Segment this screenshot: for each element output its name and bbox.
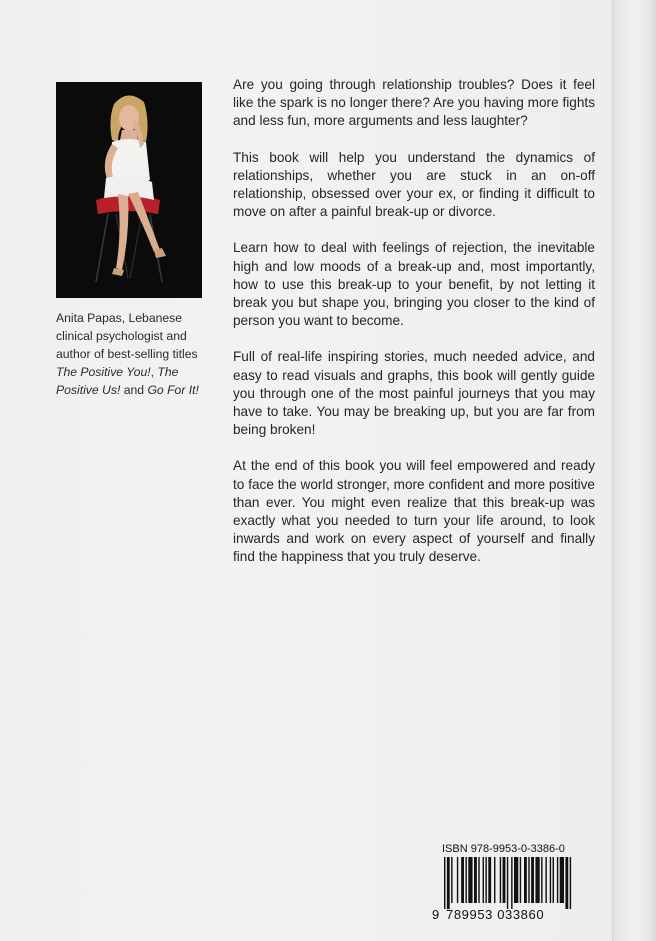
barcode-bar — [485, 857, 486, 903]
barcode-bar — [528, 857, 529, 903]
barcode-bar — [545, 857, 546, 903]
isbn-barcode — [432, 843, 580, 923]
barcode-bar — [500, 857, 501, 903]
barcode-bar — [560, 857, 564, 903]
separator: and — [120, 383, 148, 397]
barcode-bar — [494, 857, 495, 903]
isbn-label: ISBN 978-9953-0-3386-0 — [442, 843, 565, 855]
description-paragraph: This book will help you understand the dynamics of relationships, whether you are stuck in an on-off relationship, obsessed over your ex, or finding it difficult to move on after a painful break-up or divorce. — [233, 149, 595, 220]
separator: , — [150, 365, 158, 379]
barcode-bar — [541, 857, 542, 903]
barcode-bar — [474, 857, 477, 903]
barcode-bar — [451, 857, 452, 903]
ean-first-digit: 9 — [432, 907, 440, 922]
barcode-bar — [457, 857, 458, 903]
book-description — [233, 76, 595, 585]
author-photo — [56, 82, 202, 298]
barcode-bar — [478, 857, 479, 903]
author-portrait-image — [56, 82, 202, 298]
book-title: Go For It! — [147, 383, 199, 397]
description-paragraph: Are you going through relationship troubles? Does it feel like the spark is no longer there? Are you having more fights and less fun, more arguments and less laughter? — [233, 77, 595, 129]
barcode-bar — [520, 857, 521, 903]
barcode-bar — [488, 857, 491, 903]
barcode-bar — [444, 857, 445, 909]
barcode-bar — [550, 857, 551, 903]
description-paragraph: Learn how to deal with feelings of rejection, the inevitable high and low moods of a break-up and, most importantly, how to use this break-up to your benefit, by not letting it break you but shape you, bringing you closer to the kind of person you want to become. — [233, 240, 595, 329]
barcode-bar — [511, 857, 512, 909]
caption-line: clinical psychologist and — [56, 329, 187, 343]
caption-titles-line — [56, 363, 221, 381]
barcode-bar — [514, 857, 518, 903]
barcode-bar — [553, 857, 554, 903]
barcode-bar — [465, 857, 466, 903]
barcode-bar — [570, 857, 571, 909]
barcode-bar — [468, 857, 472, 903]
caption-titles-line — [56, 381, 221, 399]
barcode-bar — [524, 857, 527, 903]
book-title-part: Positive Us! — [56, 383, 121, 397]
barcode-bar — [531, 857, 534, 903]
barcode-bar — [483, 857, 484, 903]
book-title-part: The — [157, 365, 179, 379]
barcode-bar — [565, 857, 568, 909]
barcode-bar — [535, 857, 539, 903]
caption-line: author of best-selling titles — [56, 347, 198, 361]
barcode-bar — [507, 857, 508, 909]
description-paragraph: At the end of this book you will feel empowered and ready to face the world stronger, more confident and more positive than ever. You might even realize that this break-up was exactly what you needed to turn your life around, to look inwards and work on every aspect of yourself and finally find the happiness that you truly deserve. — [233, 458, 595, 565]
barcode-bar — [557, 857, 558, 903]
ean-remaining-digits: 789953 033860 — [446, 907, 545, 922]
barcode-bar — [461, 857, 464, 903]
description-paragraph: Full of real-life inspiring stories, much needed advice, and easy to read visuals and graphs, this book will gently guide you through one of the most painful journeys that you may have to take. You may be breaking up, but you are far from being broken! — [233, 349, 595, 438]
book-title: The Positive You! — [56, 365, 151, 379]
caption-line: Anita Papas, Lebanese — [56, 311, 183, 325]
book-spine — [612, 0, 656, 941]
author-caption — [56, 309, 221, 399]
barcode-bar — [447, 857, 450, 909]
barcode-bars — [444, 857, 574, 909]
barcode-bar — [503, 857, 506, 903]
